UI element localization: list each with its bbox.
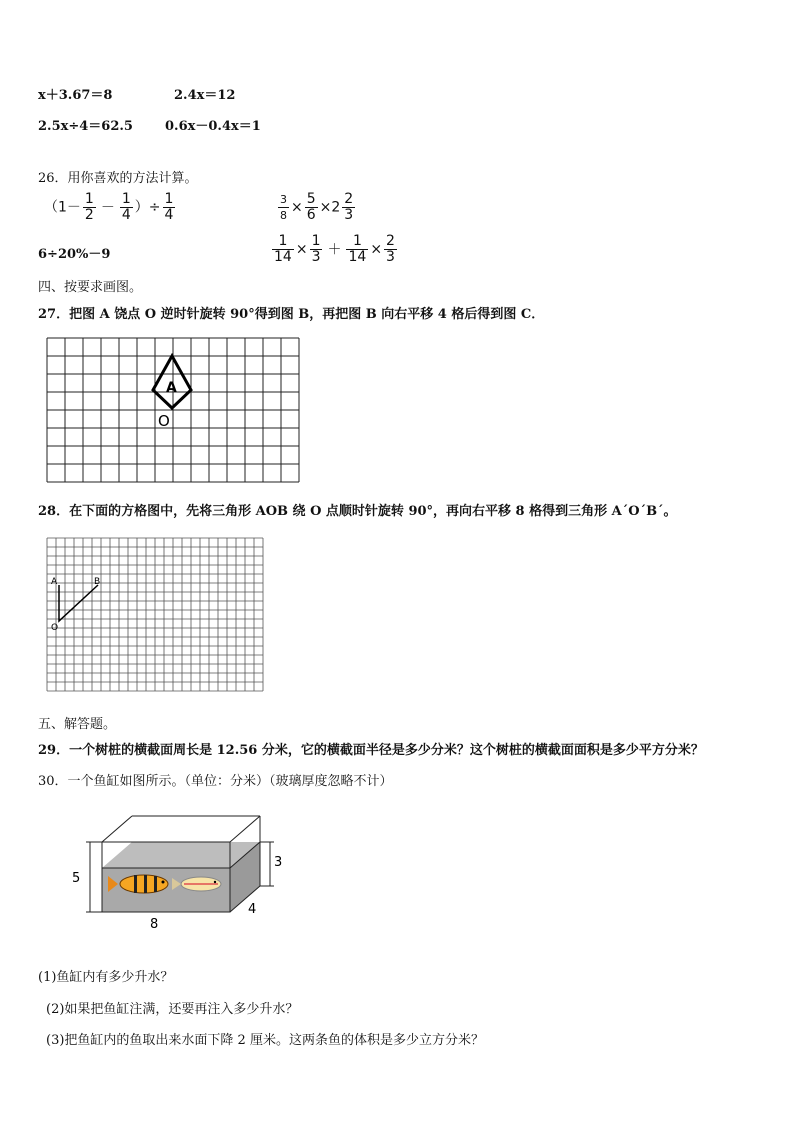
equation-3: 2.5x÷4＝62.5	[38, 119, 133, 134]
numerator: 1	[121, 191, 131, 207]
fraction	[278, 192, 289, 223]
fraction	[83, 192, 96, 223]
operator: ×	[370, 241, 383, 258]
q26-expression-1	[44, 192, 177, 223]
denominator: 14	[274, 249, 292, 265]
point-o-label: O	[51, 623, 59, 633]
fraction	[305, 192, 318, 223]
denominator: 3	[386, 249, 395, 265]
length-label: 8	[150, 917, 159, 932]
numerator: 3	[280, 193, 287, 206]
numerator: 1	[346, 234, 368, 250]
fraction	[342, 192, 355, 223]
numerator: 2	[386, 233, 395, 249]
equation-4: 0.6x－0.4x＝1	[165, 119, 261, 134]
q26-expression-2	[276, 192, 357, 223]
question-30-sub-1: (1)鱼缸内有多少升水？	[38, 970, 174, 985]
numerator: 5	[306, 191, 316, 207]
height-label: 5	[72, 871, 81, 886]
denominator: 3	[344, 207, 354, 223]
fish-tank-diagram	[66, 810, 296, 935]
q27-grid-figure	[44, 335, 302, 483]
question-29-text: 29．一个树桩的横截面周长是 12.56 分米，它的横截面半径是多少分米？这个树桩的横截面面积是多少平方分米？	[38, 743, 704, 758]
denominator: 4	[121, 207, 131, 223]
point-o-label: O	[158, 412, 170, 430]
equation-1: x＋3.67＝8	[38, 88, 113, 103]
question-28-text: 28．在下面的方格图中，先将三角形 AOB 绕 O 点顺时针旋转 90°，再向右平移 8 格得到三角形 A´O´B´。	[38, 504, 677, 519]
denominator: 3	[311, 249, 321, 265]
question-30-sub-3: (3)把鱼缸内的鱼取出来水面下降 2 厘米。这两条鱼的体积是多少立方分米？	[46, 1033, 484, 1048]
operator: －	[100, 199, 115, 216]
fraction	[384, 234, 397, 265]
water-height-label: 3	[274, 855, 283, 870]
question-30-sub-2: (2)如果把鱼缸注满，还要再注入多少升水？	[46, 1002, 299, 1017]
fraction	[163, 192, 176, 223]
q26-expression-3: 6÷20%－9	[38, 247, 111, 262]
width-label: 4	[248, 902, 257, 917]
equation-2: 2.4x＝12	[174, 88, 236, 103]
denominator: 14	[348, 249, 367, 265]
q26-expression-4	[270, 234, 399, 265]
numerator: 1	[164, 191, 174, 207]
q28-grid	[47, 538, 263, 691]
fraction	[272, 234, 294, 265]
expr1-open: （1－	[44, 199, 81, 216]
operator: ×2	[319, 199, 341, 216]
question-30-text: 30．一个鱼缸如图所示。（单位：分米）（玻璃厚度忽略不计）	[38, 774, 393, 789]
section-4-heading: 四、按要求画图。	[38, 280, 143, 295]
question-27-text: 27．把图 A 饶点 O 逆时针旋转 90°得到图 B，再把图 B 向右平移 4 格后得到图 C．	[38, 307, 545, 322]
denominator: 8	[280, 209, 287, 222]
fraction	[310, 234, 323, 265]
fraction	[346, 234, 368, 265]
question-26-title: 26．用你喜欢的方法计算。	[38, 171, 198, 186]
operator: ）÷	[134, 199, 161, 216]
denominator: 4	[164, 207, 174, 223]
numerator: 1	[272, 234, 294, 250]
numerator: 2	[344, 191, 354, 207]
fraction	[120, 192, 133, 223]
numerator: 1	[84, 191, 94, 207]
point-b-label: B	[94, 577, 101, 587]
q28-grid-figure	[44, 535, 270, 693]
operator: ×	[291, 199, 303, 216]
point-a-label: A	[51, 577, 58, 587]
denominator: 2	[84, 207, 94, 223]
denominator: 6	[306, 207, 316, 223]
numerator: 1	[311, 233, 321, 249]
figure-a-label: A	[166, 380, 177, 396]
operator: ＋	[327, 241, 342, 258]
section-5-heading: 五、解答题。	[38, 717, 117, 732]
operator: ×	[295, 241, 308, 258]
